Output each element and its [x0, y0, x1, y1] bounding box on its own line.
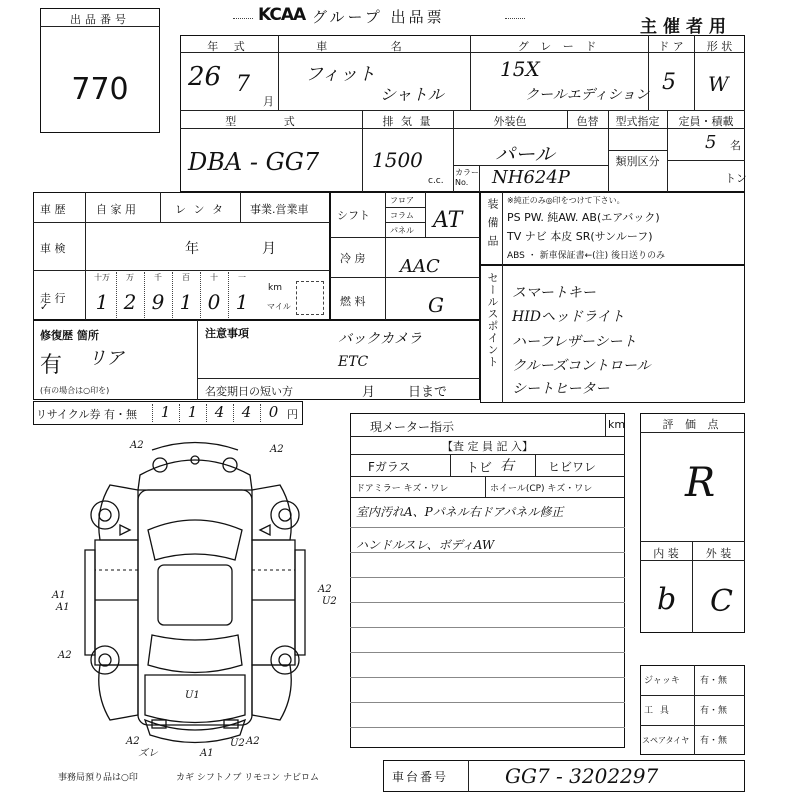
mark-u2-rear: U2 — [230, 738, 245, 749]
inspector-line-1: 室内汚れA、Pパネル右ドアパネル修正 — [356, 505, 564, 519]
mark-a2-rear-right: A2 — [246, 736, 260, 747]
note-item-1: バックカメラ — [338, 331, 422, 347]
doors-value: 5 — [662, 70, 676, 95]
spare-tire-value: 有・無 — [700, 736, 728, 746]
color-value: パール — [495, 142, 555, 166]
jack-label: ジャッキ — [644, 676, 680, 686]
repair-label: 修復歴 箇所 — [40, 329, 99, 342]
mark-a2-left-rear: A2 — [58, 650, 72, 661]
lot-number: 770 — [71, 72, 129, 107]
mark-a2-rear-left: A2 — [126, 736, 140, 747]
shift-opt-column: コラム — [390, 211, 414, 220]
grade-score: R — [685, 460, 716, 506]
mark-a1-rear: A1 — [200, 748, 214, 759]
class-label: 類別区分 — [615, 155, 660, 168]
interior-label: 内 装 — [653, 547, 679, 560]
mileage-digit-label: 万 — [126, 273, 134, 282]
deadline-month: 月 — [362, 385, 376, 400]
repair-note: (有の場合は○印を) — [40, 386, 110, 395]
mileage-digit: 9 — [151, 290, 165, 314]
grade-line1: 15X — [500, 57, 540, 81]
ac-label: 冷 房 — [340, 252, 366, 265]
fuel-label: 燃 料 — [340, 295, 366, 308]
chassis-number: GG7 - 3202297 — [505, 764, 659, 788]
front-glass-label: Fガラス — [368, 460, 411, 474]
color-no-label: カラーNo. — [455, 168, 479, 187]
interior-grade: b — [657, 582, 677, 617]
month-value: 7 — [236, 72, 250, 97]
mileage-digit-label: 一 — [238, 273, 246, 282]
grade-line2: クールエディション — [525, 87, 650, 103]
displacement-value: 1500 — [372, 148, 423, 172]
car-name-line1: フィット — [305, 64, 376, 85]
deadline-label: 名変期日の短い方 — [205, 385, 293, 398]
inspector-ruled-line — [350, 652, 625, 653]
history-label: 車 歴 — [40, 203, 66, 216]
mileage-digit: 0 — [207, 290, 221, 314]
spare-tire-label: スペアタイヤ — [642, 736, 690, 745]
sales-point-5: シートヒーター — [512, 381, 610, 397]
mileage-digit-label: 百 — [182, 273, 190, 282]
mile-unit: マイル — [267, 302, 291, 311]
inspector-ruled-line — [350, 602, 625, 603]
doors-label: ド ア — [658, 40, 684, 53]
sales-points-label: セールスポイント — [486, 272, 499, 368]
history-opt-rental: レ ン タ — [175, 203, 225, 216]
glass-opt-crack: ヒビワレ — [548, 460, 597, 474]
sales-point-4: クルーズコントロール — [512, 358, 651, 374]
month-unit: 月 — [263, 95, 274, 108]
office-items: カギ シフトノブ リモコン ナビロム — [176, 773, 320, 783]
model-value: DBA - GG7 — [188, 148, 320, 176]
car-damage-diagram — [40, 430, 350, 760]
mileage-digit-label: 千 — [154, 273, 162, 282]
inspector-ruled-line — [350, 577, 625, 578]
organizer-label: 主催者用 — [640, 17, 732, 37]
name-label: 車 名 — [316, 40, 432, 53]
repair-value: 有 — [40, 353, 63, 378]
inspector-ruled-line — [350, 702, 625, 703]
form-title: グループ 出品票 — [312, 8, 445, 26]
inspector-line-2: ハンドルスレ、ボディAW — [356, 538, 495, 552]
kcaa-logo: KCAA — [258, 5, 306, 25]
inspector-title: 【査 定 員 記 入】 — [442, 440, 533, 453]
exterior-label: 外 装 — [705, 547, 732, 560]
tools-label: 工 具 — [644, 706, 671, 716]
mileage-digit: 2 — [123, 290, 137, 314]
grade-box-label: 評 価 点 — [662, 418, 723, 431]
equipment-line2: TV ナビ 本皮 SR(サンルーフ) — [507, 230, 653, 243]
chassis-label: 車台番号 — [392, 770, 449, 784]
shift-opt-panel: パネル — [390, 226, 414, 235]
mileage-digit-label: 十 — [210, 273, 218, 282]
note-item-2: ETC — [338, 354, 369, 370]
body-label: 形 状 — [706, 40, 733, 53]
capacity-label: 定員・積載 — [678, 115, 734, 128]
mark-u1-trunk: U1 — [185, 690, 200, 701]
inspector-ruled-line — [350, 527, 625, 528]
ac-value: AAC — [400, 256, 440, 277]
inspector-ruled-line — [350, 627, 625, 628]
inspection-label: 車 検 — [40, 242, 66, 255]
mark-zure-rear-left: ズレ — [138, 748, 158, 759]
meter-label: 現メーター指示 — [370, 420, 455, 434]
exterior-grade: C — [710, 584, 733, 619]
km-unit: km — [268, 283, 282, 293]
model-label: 型 式 — [225, 115, 317, 128]
door-mirror-label: ドアミラー キズ・ワレ — [356, 484, 449, 494]
recycle-digit: 1 — [187, 403, 198, 421]
mark-a1-left-door: A1 — [52, 590, 66, 601]
cc-unit: c.c. — [428, 176, 444, 186]
load-unit: トン — [725, 172, 747, 185]
deadline-day: 日まで — [408, 385, 448, 400]
capacity-value: 5 — [705, 132, 717, 153]
color-label: 外装色 — [493, 115, 527, 128]
inspection-year-unit: 年 — [185, 241, 199, 257]
year-label: 年 式 — [207, 40, 251, 53]
shift-label: シフト — [337, 209, 370, 222]
mileage-digit: 1 — [235, 290, 249, 314]
sales-point-1: スマートキー — [512, 285, 596, 301]
capacity-unit: 名 — [730, 139, 741, 152]
sales-point-3: ハーフレザーシート — [512, 334, 637, 350]
jack-value: 有・無 — [700, 676, 728, 686]
type-approval-label: 型式指定 — [615, 115, 660, 128]
glass-opt-chip: トビ — [466, 461, 493, 476]
recycle-label: リサイクル券 有・無 — [36, 408, 137, 421]
history-opt-private: 自 家 用 — [96, 203, 136, 216]
mark-a1-left-door-2: A1 — [56, 602, 70, 613]
recycle-unit: 円 — [287, 408, 298, 421]
mark-u2-right-door: U2 — [322, 596, 337, 607]
meter-km-unit: km — [608, 418, 626, 431]
mileage-digit: 1 — [179, 290, 193, 314]
year-value: 26 — [188, 62, 222, 92]
grade-label: グ レ ー ド — [517, 40, 601, 53]
recycle-digit: 4 — [241, 403, 252, 421]
wheel-label: ホイール(CP) キズ・ワレ — [490, 484, 593, 494]
mileage-digit: 1 — [95, 290, 109, 314]
office-note: 事務局預り品は○印 — [58, 773, 138, 783]
mark-a2-front-right: A2 — [270, 444, 284, 455]
mark-a2-front-left: A2 — [130, 440, 144, 451]
mileage-check: ✓ — [40, 302, 49, 313]
recycle-digit: 1 — [160, 403, 171, 421]
shift-value: AT — [433, 208, 463, 233]
equipment-label: 装 備 品 — [486, 198, 499, 248]
recycle-digit: 4 — [214, 403, 225, 421]
inspector-ruled-line — [350, 727, 625, 728]
car-name-line2: シャトル — [380, 85, 444, 104]
notes-label: 注意事項 — [205, 327, 249, 340]
repair-value-note: リア — [88, 348, 124, 369]
mark-a2-right-door: A2 — [318, 584, 332, 595]
equipment-line1: PS PW. 純AW. AB(エアバック) — [507, 211, 660, 224]
equipment-note: ※純正のみ◎印をつけて下さい。 — [507, 196, 625, 205]
recycle-digit: 0 — [268, 403, 279, 421]
repaint-label: 色替 — [576, 115, 599, 128]
equipment-line3: ABS ・ 新車保証書←(注) 後日送りのみ — [507, 251, 666, 261]
glass-opt-right: 右 — [500, 458, 514, 474]
displacement-label: 排 気 量 — [382, 115, 433, 128]
shift-opt-floor: フロア — [390, 196, 414, 205]
lot-label: 出品番号 — [70, 13, 130, 26]
mileage-label: 走 行 — [40, 292, 66, 305]
inspection-month-unit: 月 — [262, 241, 276, 257]
tools-value: 有・無 — [700, 706, 728, 716]
body-value: W — [708, 72, 729, 96]
sales-point-2: HIDヘッドライト — [512, 309, 625, 325]
mileage-digit-label: 十万 — [94, 273, 110, 282]
fuel-value: G — [428, 293, 444, 317]
history-opt-commercial: 事業.営業車 — [250, 203, 309, 216]
inspector-ruled-line — [350, 677, 625, 678]
color-no-value: NH624P — [492, 167, 570, 188]
